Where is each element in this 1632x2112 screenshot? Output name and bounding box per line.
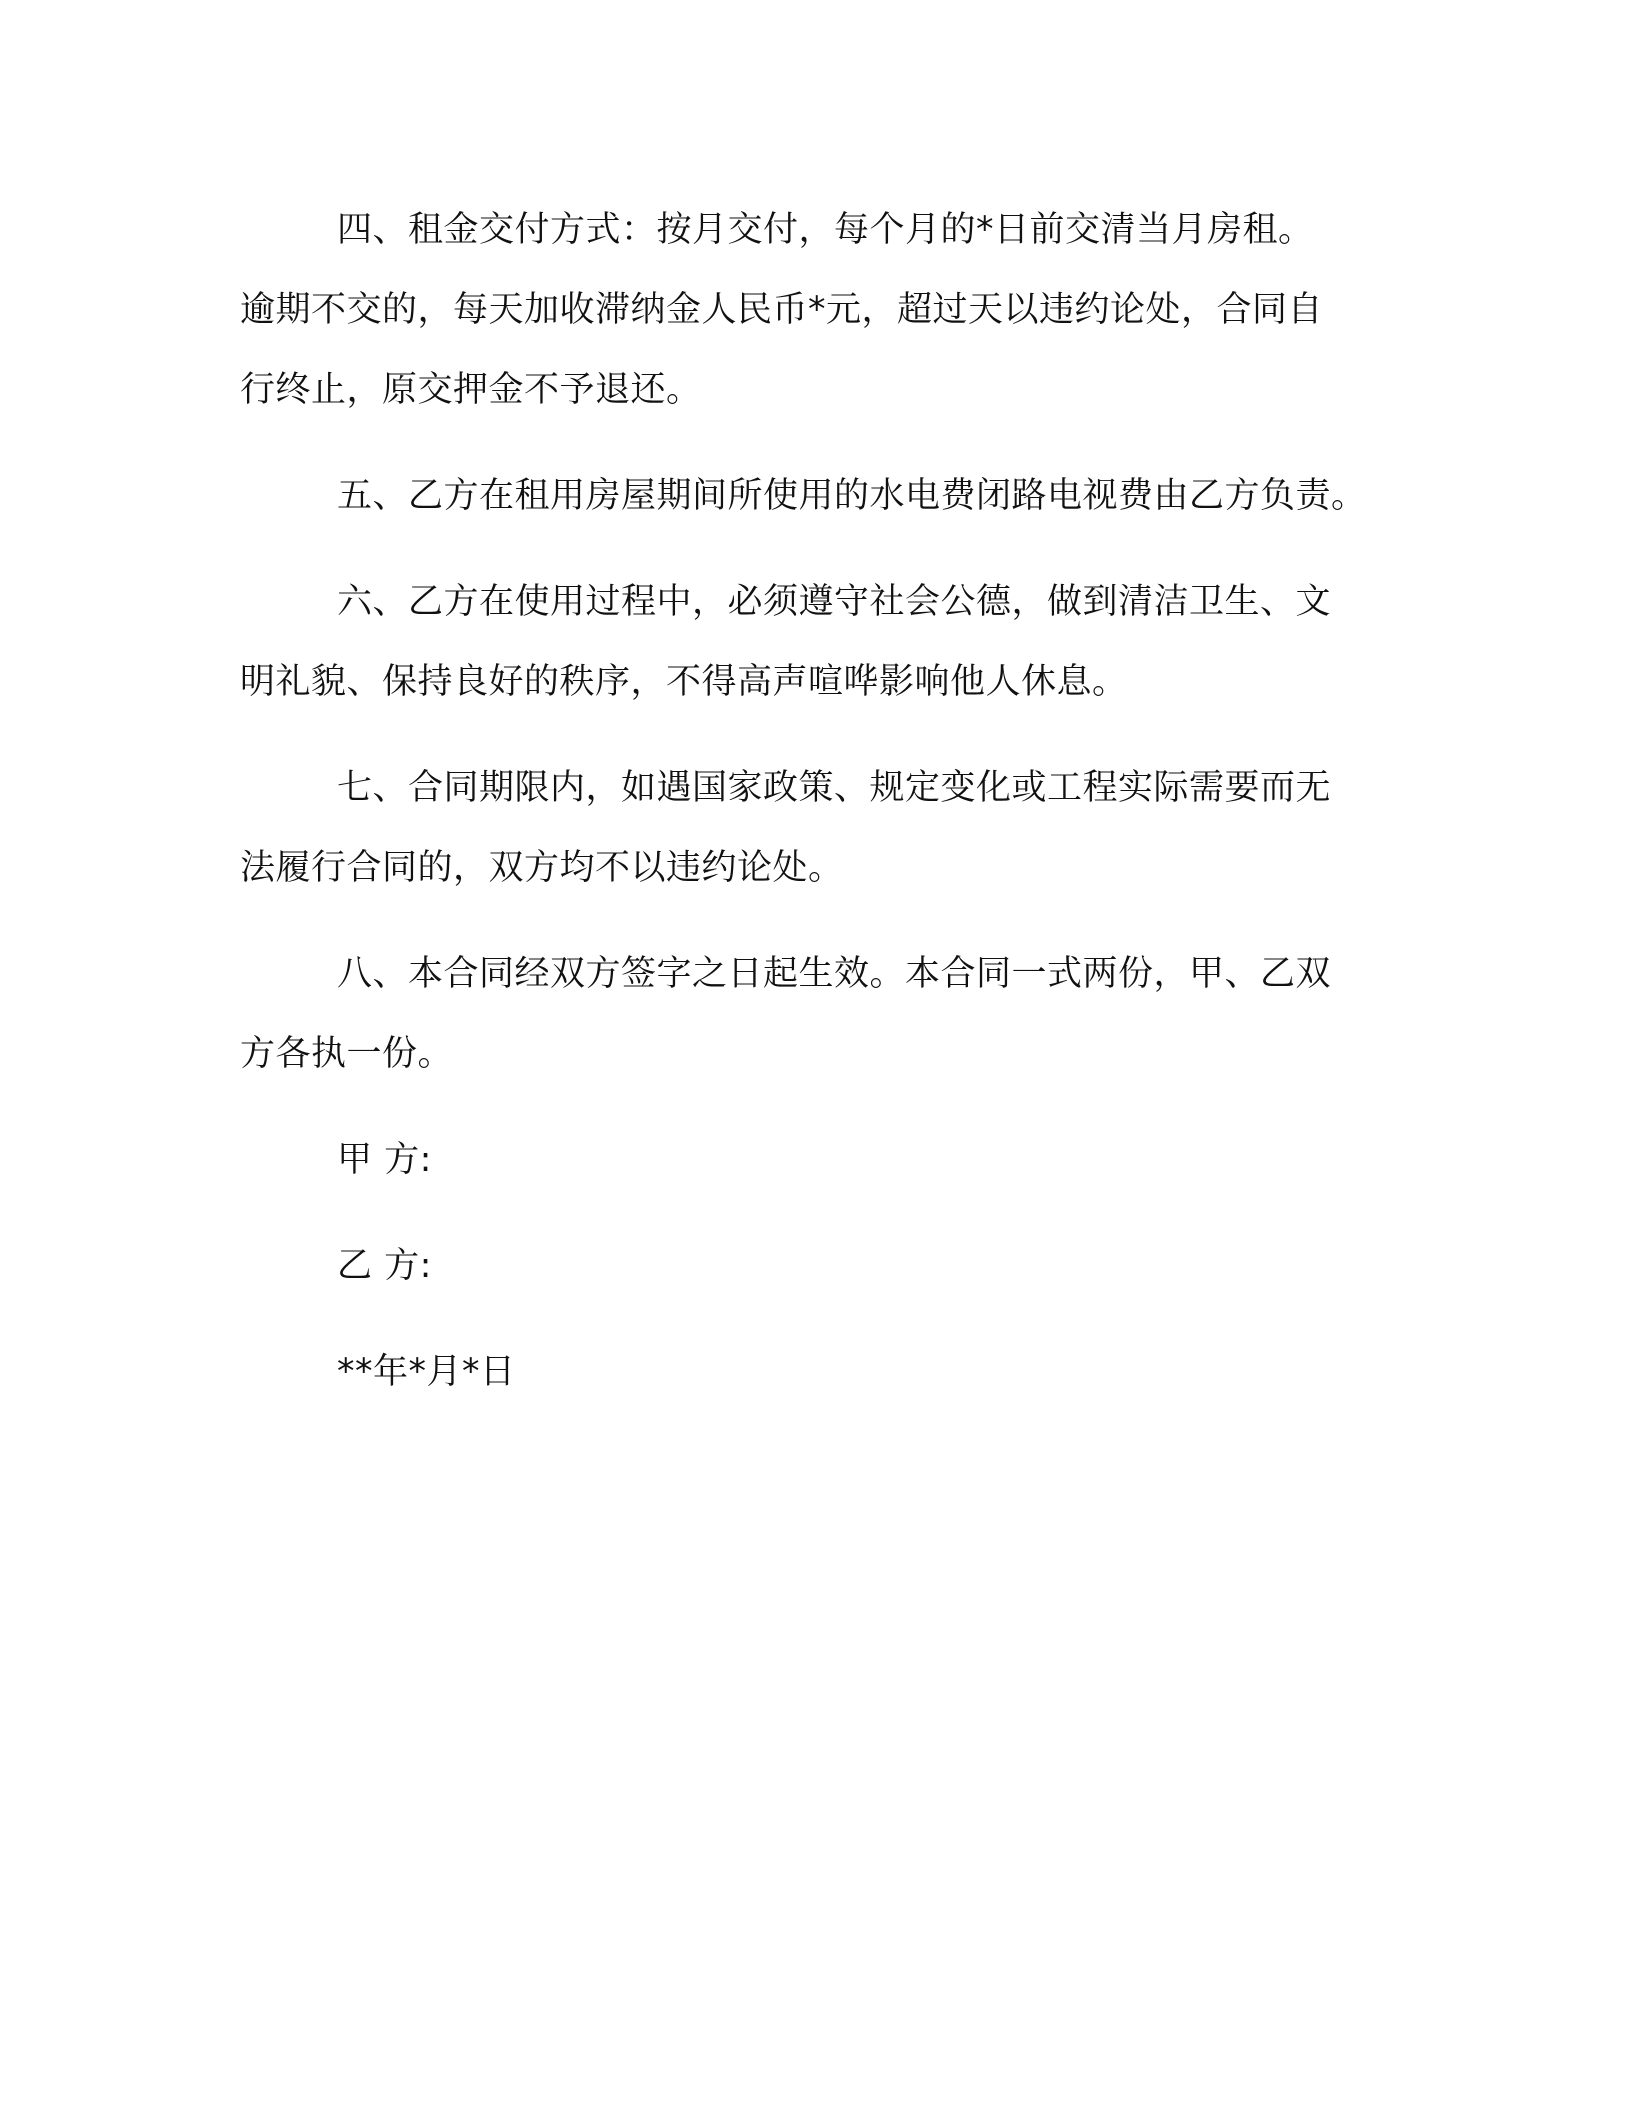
clause-6-line-1: 六、乙方在使用过程中，必须遵守社会公德，做到清洁卫生、文 — [337, 582, 1332, 622]
clause-8-line-1: 八、本合同经双方签字之日起生效。本合同一式两份，甲、乙双 — [337, 954, 1332, 994]
document-body — [240, 190, 1400, 1438]
clause-7-line-2: 法履行合同的，双方均不以违约论处。 — [240, 848, 844, 888]
clause-4-line-1: 四、租金交付方式：按月交付，每个月的*日前交清当月房租。 — [337, 210, 1314, 250]
clause-5-line-1: 五、乙方在租用房屋期间所使用的水电费闭路电视费由乙方负责。 — [337, 476, 1367, 516]
clause-7 — [240, 748, 1400, 908]
clause-6-line-2: 明礼貌、保持良好的秩序，不得高声喧哗影响他人休息。 — [240, 662, 1128, 702]
party-b-signature-label: 乙 方: — [337, 1246, 432, 1286]
clause-7-line-1: 七、合同期限内，如遇国家政策、规定变化或工程实际需要而无 — [337, 768, 1332, 808]
clause-5 — [240, 456, 1400, 536]
clause-8-line-2: 方各执一份。 — [240, 1034, 454, 1074]
clause-4-line-2: 逾期不交的，每天加收滞纳金人民币*元，超过天以违约论处，合同自 — [240, 290, 1324, 330]
clause-4 — [240, 190, 1400, 430]
signing-date: **年*月*日 — [337, 1352, 516, 1392]
clause-4-line-3: 行终止，原交押金不予退还。 — [240, 370, 702, 410]
clause-8 — [240, 934, 1400, 1094]
clause-6 — [240, 562, 1400, 722]
party-a-signature-label: 甲 方: — [337, 1140, 432, 1180]
